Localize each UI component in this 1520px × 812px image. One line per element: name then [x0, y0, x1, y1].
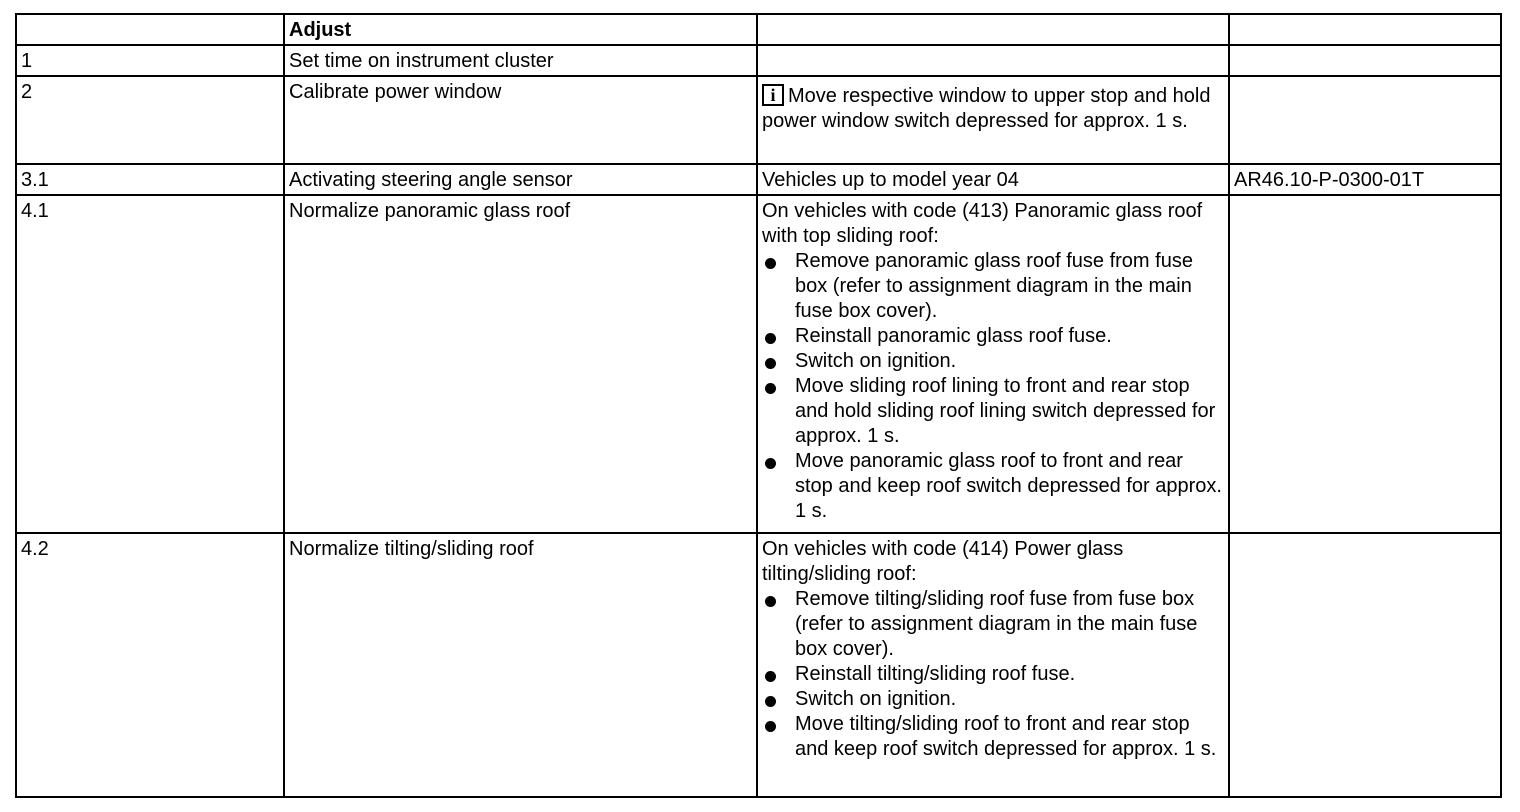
- step-note: [757, 76, 1229, 164]
- step-note: [757, 195, 1229, 533]
- bullet-icon: [765, 696, 776, 707]
- header-cell-title: Adjust: [284, 14, 757, 45]
- header-cell-number: [16, 14, 284, 45]
- step-number: 1: [16, 45, 284, 76]
- bullet-icon: [765, 258, 776, 269]
- instruction-list: [762, 587, 1224, 762]
- table-header-row: [16, 14, 1501, 45]
- table-row: [16, 533, 1501, 797]
- bullet-icon: [765, 721, 776, 732]
- step-task: Set time on instrument cluster: [284, 45, 757, 76]
- list-item-text: Move tilting/sliding roof to front and rear stop and keep roof switch depressed for approx. 1 s.: [795, 713, 1217, 760]
- step-reference: [1229, 533, 1501, 797]
- step-reference-link[interactable]: AR46.10-P-0300-01T: [1229, 164, 1501, 195]
- step-number: 3.1: [16, 164, 284, 195]
- list-item: [762, 662, 1224, 687]
- table-row: [16, 45, 1501, 76]
- list-item: [762, 449, 1224, 524]
- header-cell-note: [757, 14, 1229, 45]
- list-item-text: Switch on ignition.: [795, 688, 957, 710]
- step-note-intro: On vehicles with code (414) Power glass tilting/sliding roof:: [762, 538, 1124, 585]
- step-task: Normalize tilting/sliding roof: [284, 533, 757, 797]
- step-note: [757, 45, 1229, 76]
- step-reference: [1229, 76, 1501, 164]
- step-reference: [1229, 45, 1501, 76]
- bullet-icon: [765, 383, 776, 394]
- procedure-table: [15, 13, 1502, 798]
- list-item-text: Remove panoramic glass roof fuse from fuse box (refer to assignment diagram in the main fuse box cover).: [795, 250, 1193, 322]
- list-item-text: Switch on ignition.: [795, 350, 957, 372]
- step-number: 4.1: [16, 195, 284, 533]
- step-note: Vehicles up to model year 04: [757, 164, 1229, 195]
- list-item: [762, 687, 1224, 712]
- list-item: [762, 249, 1224, 324]
- step-number: 4.2: [16, 533, 284, 797]
- table-row: [16, 76, 1501, 164]
- list-item: [762, 324, 1224, 349]
- list-item-text: Reinstall tilting/sliding roof fuse.: [795, 663, 1076, 685]
- list-item-text: Remove tilting/sliding roof fuse from fuse box (refer to assignment diagram in the main fuse box cover).: [795, 588, 1198, 660]
- table-row: [16, 195, 1501, 533]
- step-note-intro: On vehicles with code (413) Panoramic glass roof with top sliding roof:: [762, 200, 1203, 247]
- step-task: Calibrate power window: [284, 76, 757, 164]
- header-cell-ref: [1229, 14, 1501, 45]
- bullet-icon: [765, 458, 776, 469]
- step-task: Normalize panoramic glass roof: [284, 195, 757, 533]
- step-note: [757, 533, 1229, 797]
- list-item: [762, 712, 1224, 762]
- list-item: [762, 374, 1224, 449]
- list-item-text: Reinstall panoramic glass roof fuse.: [795, 325, 1112, 347]
- bullet-icon: [765, 671, 776, 682]
- step-number: 2: [16, 76, 284, 164]
- list-item-text: Move sliding roof lining to front and rear stop and hold sliding roof lining switch depressed for approx. 1 s.: [795, 375, 1216, 447]
- step-note-text: Move respective window to upper stop and hold power window switch depressed for approx. 1 s.: [762, 85, 1211, 132]
- list-item: [762, 349, 1224, 374]
- instruction-list: [762, 249, 1224, 524]
- table-row: [16, 164, 1501, 195]
- bullet-icon: [765, 596, 776, 607]
- bullet-icon: [765, 358, 776, 369]
- step-reference: [1229, 195, 1501, 533]
- info-icon: i: [762, 84, 784, 106]
- list-item: [762, 587, 1224, 662]
- step-task: Activating steering angle sensor: [284, 164, 757, 195]
- list-item-text: Move panoramic glass roof to front and rear stop and keep roof switch depressed for approx. 1 s.: [795, 450, 1222, 522]
- bullet-icon: [765, 333, 776, 344]
